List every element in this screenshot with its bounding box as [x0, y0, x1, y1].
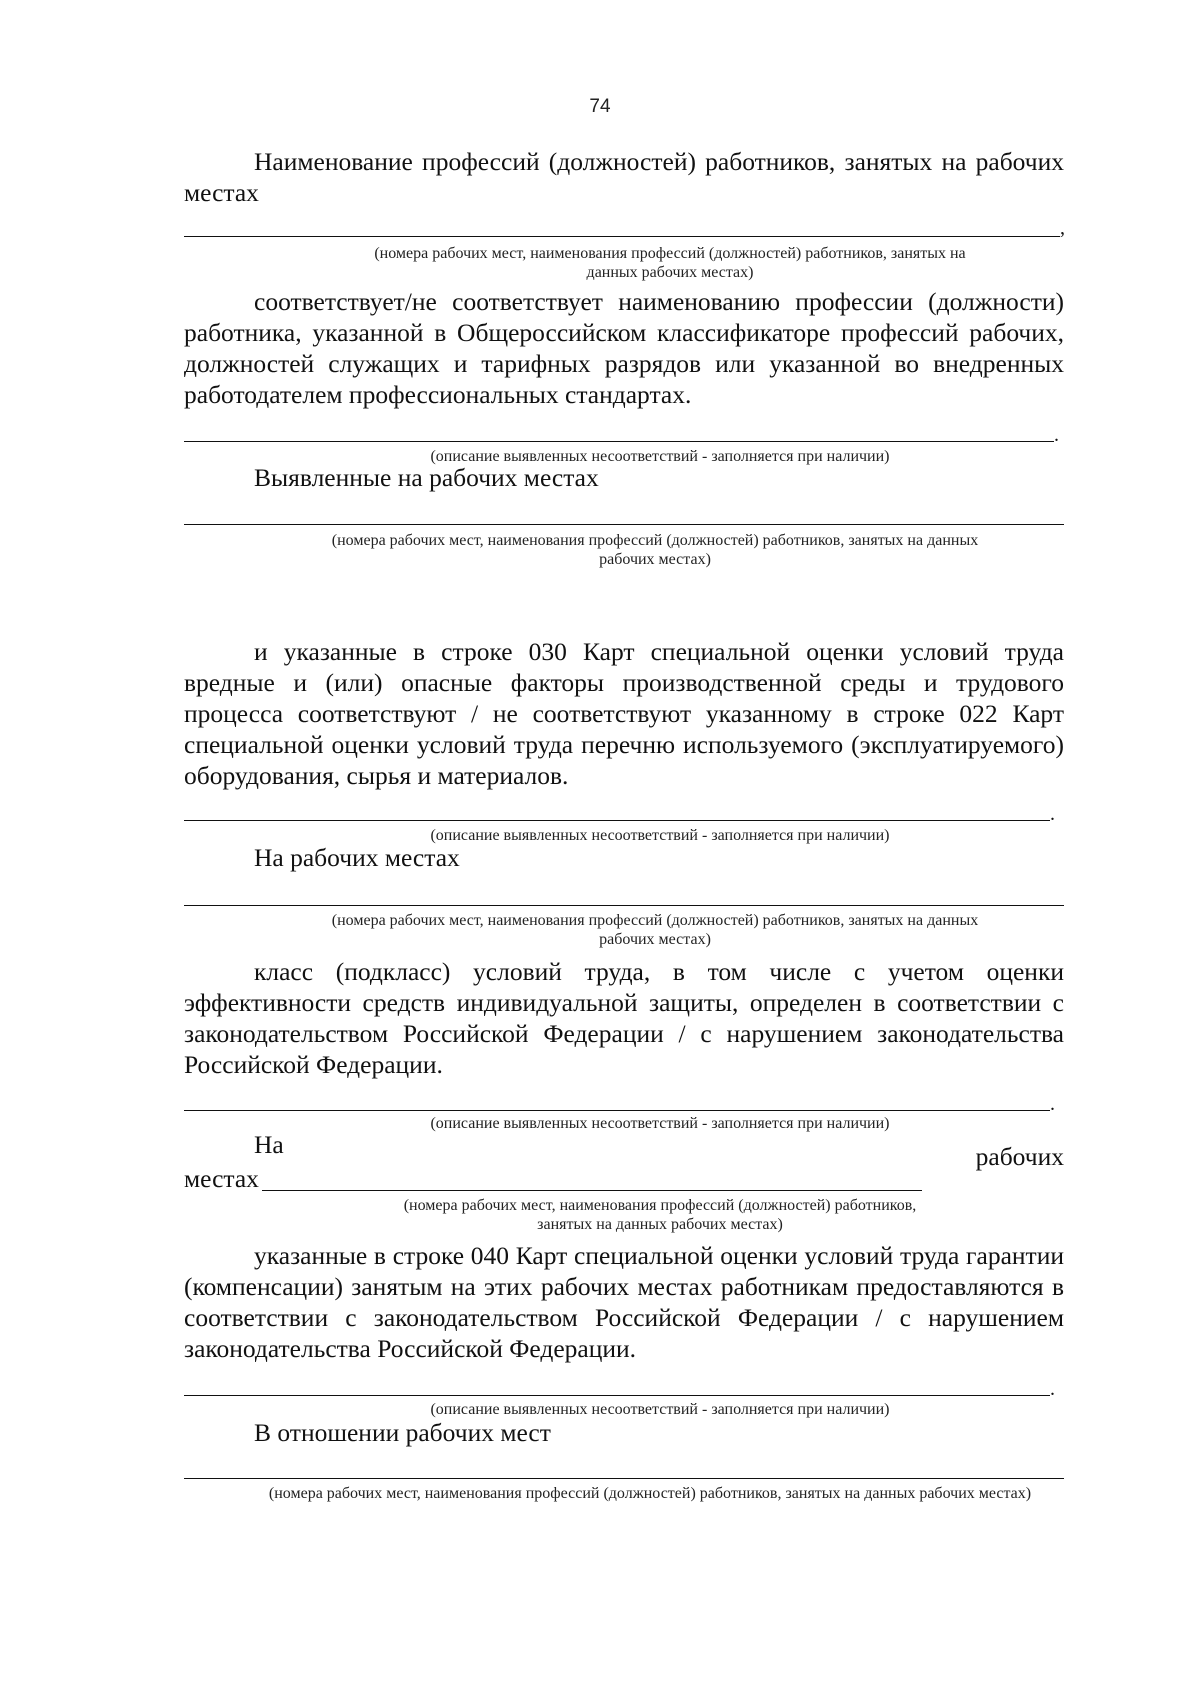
text-guarantees-compliance: указанные в строке 040 Карт специальной оценки условий труда гарантии (компенсации) занятым на этих рабочих местах работникам предоставляются в соответствии с законодательством Российской Федерации / с нарушением законодательства Российской Федерации. — [184, 1241, 1064, 1363]
word-rabochih: рабочих — [975, 1142, 1064, 1171]
word-na: На — [254, 1130, 284, 1159]
line-end-period: . — [1054, 424, 1059, 446]
fill-line-discrepancies[interactable] — [184, 1395, 1050, 1396]
text-class-compliance: класс (подкласс) условий труда, в том числе с учетом оценки эффективности средств индивидуальной защиты, определен в соответствии с законодательством Российской Федерации / с нарушением законодательства Российской Федерации. — [184, 957, 1064, 1079]
word-mestah: местах — [184, 1164, 259, 1193]
fill-line-discrepancies[interactable] — [184, 1110, 1050, 1111]
fill-line-discrepancies[interactable] — [184, 441, 1054, 442]
heading-at-workplaces: На рабочих местах — [254, 843, 460, 872]
fill-line-workplaces[interactable] — [184, 1478, 1064, 1479]
text-profession-compliance: соответствует/не соответствует наименованию профессии (должности) работника, указанной в Общероссийском классификаторе профессий рабочих, должностей служащих и тарифных разрядов или указанной во внедренных работодателем профессиональных стандартах. — [184, 287, 1064, 409]
fill-line-workplaces[interactable] — [184, 236, 1060, 237]
text-factors-compliance: и указанные в строке 030 Карт специальной оценки условий труда вредные и (или) опасные факторы производственной среды и трудового процесса соответствуют / не соответствуют указанному в строке 022 Карт специальной оценки условий труда перечню используемого (эксплуатируемого) оборудования, сырья и материалов. — [184, 637, 1064, 790]
caption-discrepancies: (описание выявленных несоответствий - заполняется при наличии) — [430, 827, 890, 844]
line-end-comma: , — [1060, 217, 1065, 239]
heading-identified: Выявленные на рабочих местах — [254, 463, 599, 492]
line-end-period: . — [1050, 803, 1055, 825]
caption-workplaces: (номера рабочих мест, наименования профессий (должностей) работников, занятых на данных рабочих местах) — [403, 1197, 917, 1233]
fill-line-workplaces[interactable] — [262, 1190, 922, 1191]
caption-workplaces: (номера рабочих мест, наименования профессий (должностей) работников, занятых на данных рабочих местах) — [331, 912, 979, 948]
fill-line-discrepancies[interactable] — [184, 820, 1050, 821]
fill-line-workplaces[interactable] — [184, 905, 1064, 906]
caption-workplaces: (номера рабочих мест, наименования профессий (должностей) работников, занятых на данных рабочих местах) — [268, 1485, 1032, 1502]
caption-discrepancies: (описание выявленных несоответствий - заполняется при наличии) — [430, 448, 890, 465]
heading-profession-names: Наименование профессий (должностей) работников, занятых на рабочих местах — [184, 147, 1064, 207]
page-number: 74 — [589, 96, 611, 117]
caption-workplaces: (номера рабочих мест, наименования профессий (должностей) работников, занятых на данных рабочих местах) — [331, 532, 979, 568]
line-end-period: . — [1050, 1093, 1055, 1115]
caption-discrepancies: (описание выявленных несоответствий - заполняется при наличии) — [430, 1115, 890, 1132]
line-end-period: . — [1050, 1378, 1055, 1400]
caption-discrepancies: (описание выявленных несоответствий - заполняется при наличии) — [430, 1401, 890, 1418]
heading-regarding-workplaces: В отношении рабочих мест — [254, 1418, 551, 1447]
fill-line-workplaces[interactable] — [184, 524, 1064, 525]
caption-workplaces: (номера рабочих мест, наименования профессий (должностей) работников, занятых на данных рабочих местах) — [374, 245, 966, 281]
